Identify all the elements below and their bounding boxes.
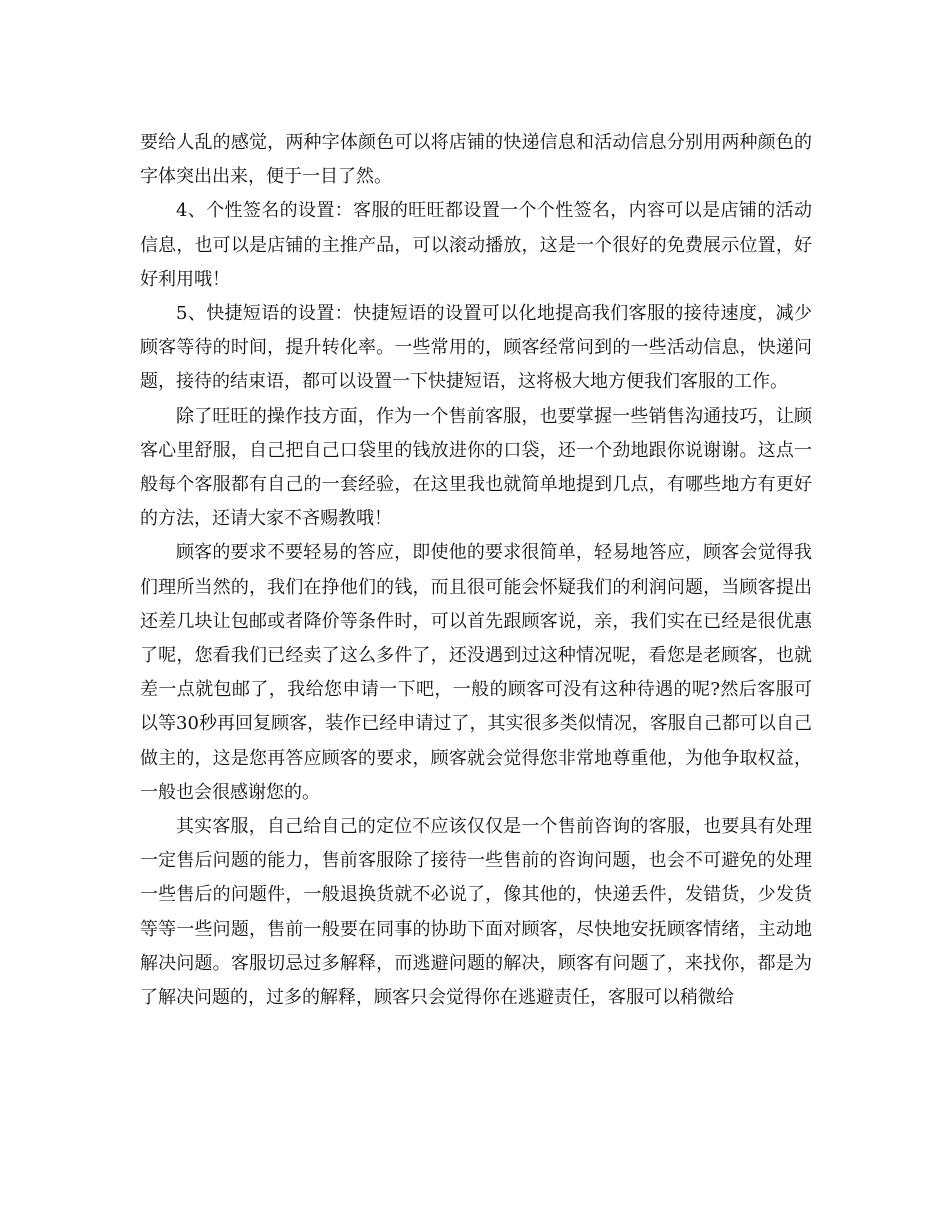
document-body <box>140 126 812 1015</box>
paragraph: 5、快捷短语的设置：快捷短语的设置可以化地提高我们客服的接待速度，减少顾客等待的时间，提升转化率。一些常用的，顾客经常问到的一些活动信息，快递问题，接待的结束语，都可以设置一下快捷短语，这将极大地方便我们客服的工作。 <box>140 303 812 393</box>
paragraph: 其实客服，自己给自己的定位不应该仅仅是一个售前咨询的客服，也要具有处理一定售后问题的能力，售前客服除了接待一些售前的咨询问题，也会不可避免的处理一些售后的问题件，一般退换货就不必说了，像其他的，快递丢件，发错货，少发货等等一些问题，售前一般要在同事的协助下面对顾客，尽快地安抚顾客情绪，主动地解决问题。客服切忌过多解释，而逃避问题的解决，顾客有问题了，来找你，都是为了解决问题的，过多的解释，顾客只会觉得你在逃避责任，客服可以稍微给 <box>140 816 812 1009</box>
paragraph: 要给人乱的感觉，两种字体颜色可以将店铺的快递信息和活动信息分别用两种颜色的字体突出出来，便于一目了然。 <box>140 132 812 188</box>
paragraph: 4、个性签名的设置：客服的旺旺都设置一个个性签名，内容可以是店铺的活动信息，也可以是店铺的主推产品，可以滚动播放，这是一个很好的免费展示位置，好好利用哦！ <box>140 200 812 290</box>
paragraph: 除了旺旺的操作技方面，作为一个售前客服，也要掌握一些销售沟通技巧，让顾客心里舒服，自己把自己口袋里的钱放进你的口袋，还一个劲地跟你说谢谢。这点一般每个客服都有自己的一套经验，在这里我也就简单地提到几点，有哪些地方有更好的方法，还请大家不吝赐教哦！ <box>140 405 812 530</box>
paragraph: 顾客的要求不要轻易的答应，即使他的要求很简单，轻易地答应，顾客会觉得我们理所当然的，我们在挣他们的钱，而且很可能会怀疑我们的利润问题，当顾客提出还差几块让包邮或者降价等条件时，可以首先跟顾客说，亲，我们实在已经是很优惠了呢，您看我们已经卖了这么多件了，还没遇到过这种情况呢，看您是老顾客，也就差一点就包邮了，我给您申请一下吧，一般的顾客可没有这种待遇的呢?然后客服可以等30秒再回复顾客，装作已经申请过了，其实很多类似情况，客服自己都可以自己做主的，这是您再答应顾客的要求，顾客就会觉得您非常地尊重他，为他争取权益，一般也会很感谢您的。 <box>140 542 812 803</box>
